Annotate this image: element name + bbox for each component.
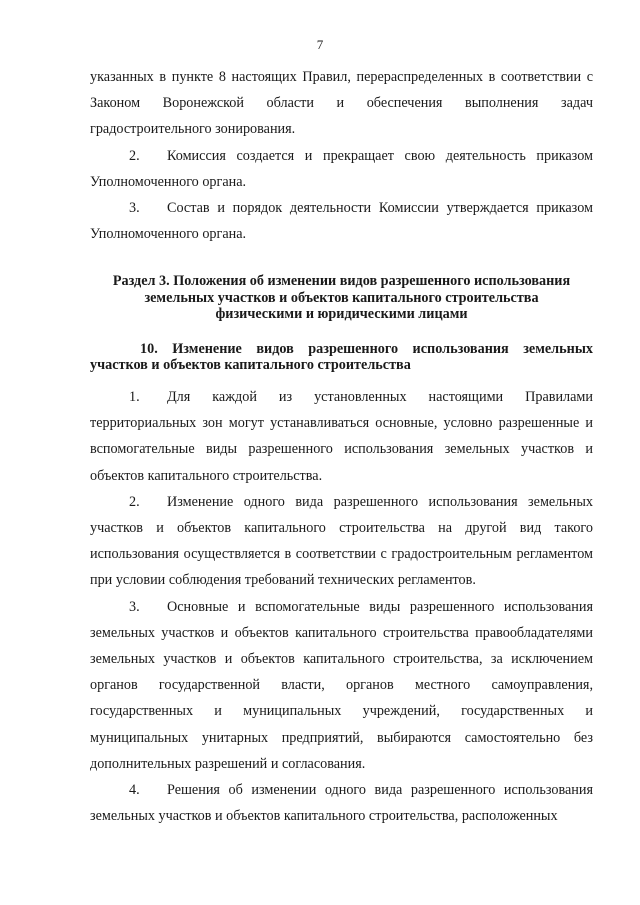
paragraph-number: 2. [129,493,140,510]
article-paragraph-1 [90,384,593,489]
page-number: 7 [316,37,324,52]
article-paragraph-3 [90,594,593,777]
paragraph-number: 3. [129,598,140,615]
paragraph-top-3 [90,195,593,247]
article-paragraph-4 [90,777,593,829]
paragraph-text: Состав и порядок деятельности Комиссии утверждается приказом Уполномоченного органа. [90,200,593,243]
article-paragraph-2 [90,489,593,594]
paragraph-text: Изменение одного вида разрешенного использования земельных участков и объектов капитального строительства на другой вид такого использования осуществляется в соответствии с градостроительным регламентом при условии соблюдения требований технических регламентов. [90,493,593,589]
paragraph-text: Для каждой из установленных настоящими Правилами территориальных зон могут устанавливаться основные, условно разрешенные и вспомогательные виды разрешенного использования земельных участков и объектов капитального строительства. [90,388,593,484]
paragraph-number: 3. [129,200,140,217]
paragraph-top-2 [90,143,593,195]
article-title: 10. Изменение видов разрешенного использования земельных участков и объектов капитального строительства [90,340,593,374]
paragraph-text: Решения об изменении одного вида разрешенного использования земельных участков и объектов капитального строительства, расположенных [90,781,593,825]
page-content [90,64,593,829]
intro-paragraph: указанных в пункте 8 настоящих Правил, перераспределенных в соответствии с Законом Воронежской области и обеспечения выполнения задач градостроительного зонирования. [90,69,593,138]
paragraph-number: 1. [129,388,140,405]
paragraph-text: Основные и вспомогательные виды разрешенного использования земельных участков и объектов капитального строительства правообладателями земельных участков и объектов капитального строительства, за исключением органов государственной власти, органов местного самоуправления, государственных и муниципальных учреждений, государственных и муниципальных унитарных предприятий, выбираются самостоятельно без дополнительных разрешений и согласования. [90,598,593,772]
paragraph-number: 4. [129,781,140,798]
paragraph-text: Комиссия создается и прекращает свою деятельность приказом Уполномоченного органа. [90,147,593,190]
section-title: Раздел 3. Положения об изменении видов разрешенного использования земельных участков и объектов капитального строительства физическими и юридическими лицами [112,273,571,323]
paragraph-number: 2. [129,147,140,164]
